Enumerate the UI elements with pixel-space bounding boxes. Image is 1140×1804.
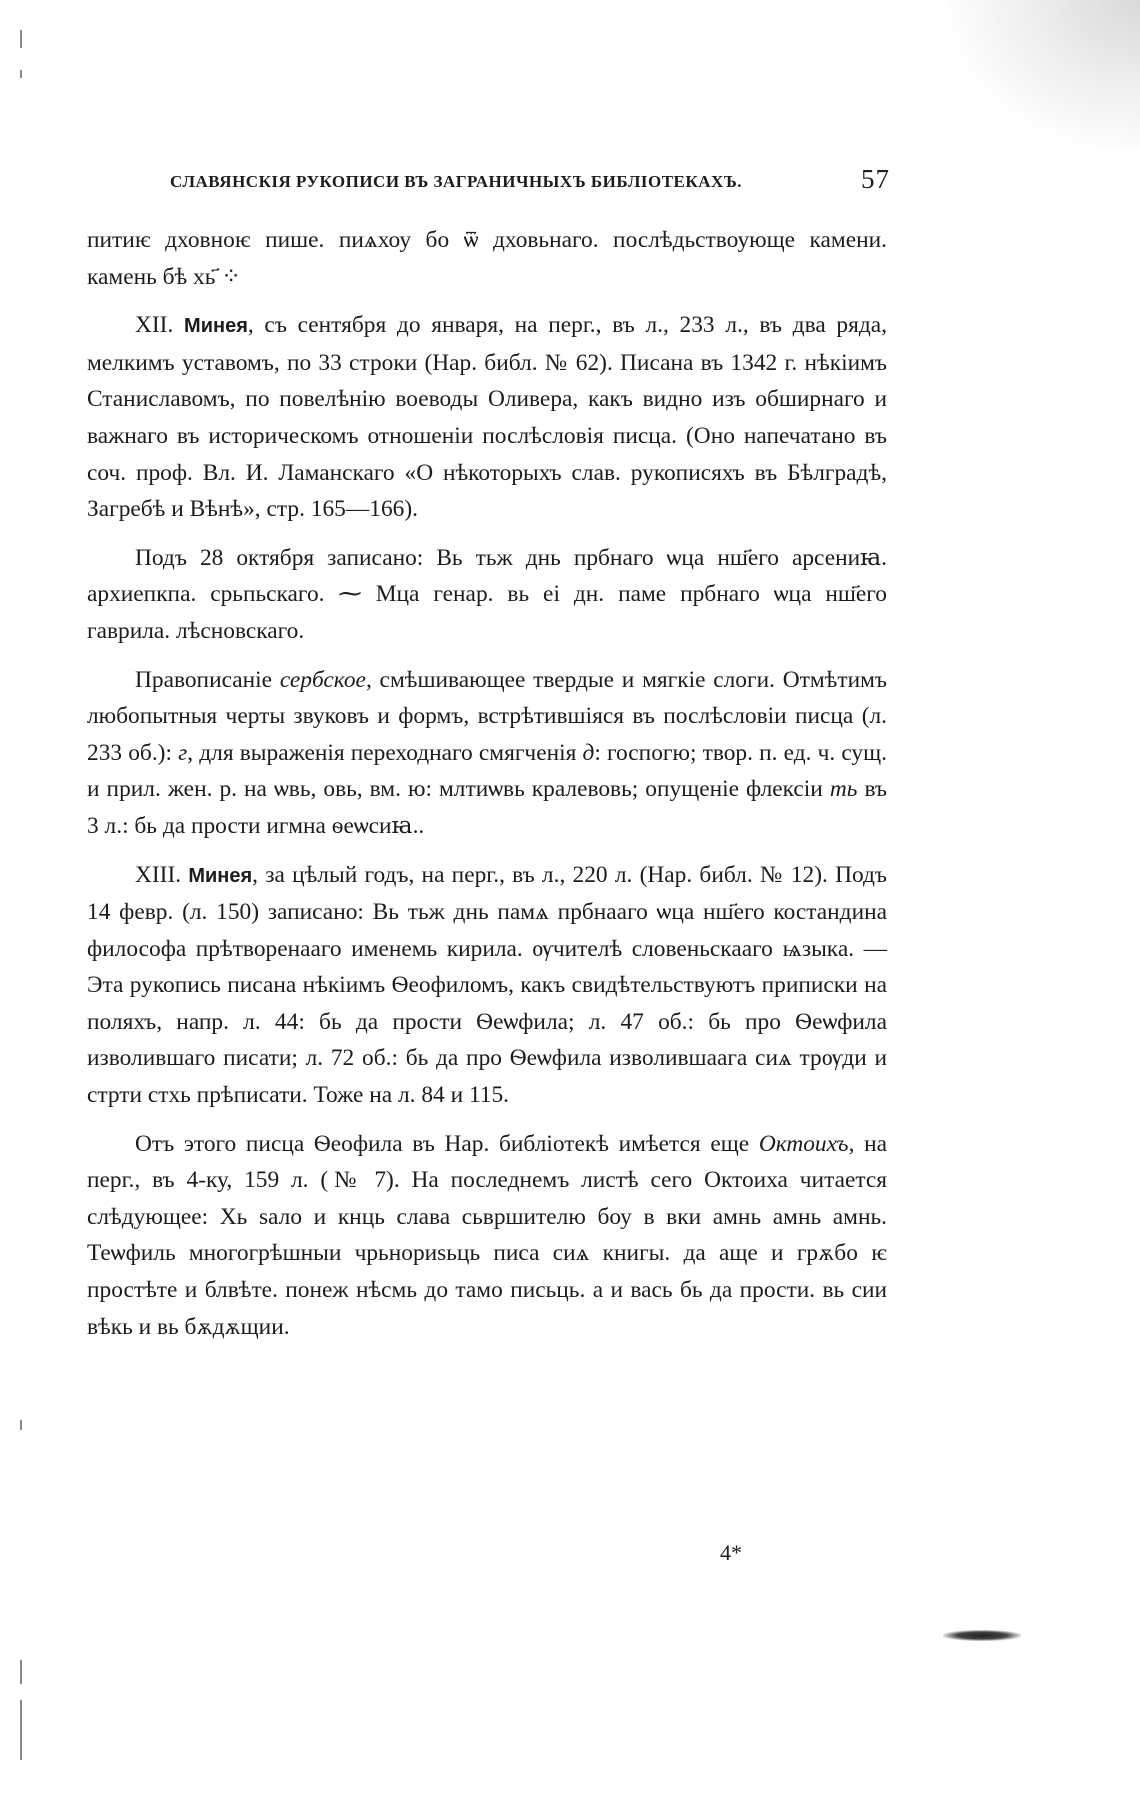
signature-mark: 4*: [720, 1540, 742, 1565]
paragraph-6-emphasis-octoechos: Октоихъ: [758, 1130, 849, 1157]
entry-number: XIII.: [135, 861, 182, 888]
paragraph-4-part-a: Правописанiе: [135, 666, 280, 693]
ink-smudge: [943, 1630, 1021, 1641]
paragraph-5: [87, 857, 887, 1114]
paragraph-3: [87, 540, 887, 650]
paragraph-4-emphasis-serbian: сербское: [279, 666, 366, 693]
page-edge-marks: [20, 0, 24, 1804]
entry-term: Минея: [188, 864, 253, 887]
paragraph-6-part-a: Отъ этого писца Ѳеофила въ Нар. библiотекѣ имѣется еще: [135, 1130, 759, 1157]
paragraph-4-part-c: , смѣшивающее твердые и мягкiе слоги. Отмѣтимъ любопытныя черты звуковъ и формъ, встрѣтившiяся въ послѣсловiи писца (л. 233 об.):: [87, 666, 887, 766]
paragraph-4-part-e: , для выраженiя переходнаго смягченiя: [187, 739, 583, 766]
paragraph-6: [87, 1126, 887, 1346]
paragraph-6-part-c: , на перг., въ 4-ку, 159 л. (№ 7). На последнемъ листѣ сего Октоиха читается слѣдующее: Хь ѕало и кнць слава сьвршителю боу в вки амнь амнь амнь. Теѡфиль многогрѣшныи чрьнориѕьць писа сиѧ книгы. да аще и грѫбо ѥ простѣте и блвѣте. понеж нѣсмь до тамо письць. а и вась бь да прости. вь сии вѣкь и вь бѫдѫщии.: [87, 1130, 887, 1340]
running-title: СЛАВЯНСКIЯ РУКОПИСИ ВЪ ЗАГРАНИЧНЫХЪ БИБЛIОТЕКАХЪ.: [170, 172, 743, 191]
paragraph-4: [87, 662, 887, 845]
scan-shading: [950, 0, 1140, 150]
page-number: 57: [861, 164, 890, 194]
paragraph-4-part-g: : госпогю; твор. п. ед. ч. сущ. и прил. жен. р. на ѡвь, овь, вм. ю: млтиѡвь кралевовь; опущенiе флексiи: [87, 739, 887, 803]
paragraph-4-part-i: въ 3 л.: бь да прости игмна ѳеѡсиꙗ..: [87, 776, 887, 839]
paragraph-1-text: питиѥ дховноѥ пише. пиѧхоу бо ѿ дховьнаго. послѣдьствоующе камени. камень бѣ хь҃ ⁘: [87, 227, 887, 290]
paragraph-2: [87, 307, 887, 528]
paragraph-4-emphasis-d: д: [582, 739, 595, 766]
paragraph-4-emphasis-t: ть: [829, 776, 858, 803]
paragraph-4-emphasis-g: г: [178, 739, 188, 766]
paragraph-1: [87, 222, 887, 295]
body-text: [87, 222, 887, 1357]
paragraph-3-text: Подъ 28 октября записано: Вь тьж днь прбнаго ѡца нш҃его арсениꙗ. архиепкпа. срьпьскаго. ⁓ Мца генар. вь еі дн. паме прбнаго ѡца нш҃его гаврила. лѣсновскаго.: [87, 544, 887, 644]
entry-term: Минея: [184, 315, 248, 338]
page-header: [170, 164, 890, 204]
paragraph-5-text: , за цѣлый годъ, на перг., въ л., 220 л. (Нар. библ. № 12). Подъ 14 февр. (л. 150) записано: Вь тьж днь памѧ прбнааго ѡца нш҃его костандина философа прѣтворенааго именемь кирила. ѹчителѣ словеньскааго ѩзыка. — Эта рукопись писана нѣкiимъ Ѳеофиломъ, какъ свидѣтельствуютъ приписки на поляхъ, напр. л. 44: бь да прости Ѳеѡфила; л. 47 об.: бь про Ѳеѡфила изволившаго писати; л. 72 об.: бь да про Ѳеѡфила изволившаага сиѧ трѹди и стрти стхь прѣписати. Тоже на л. 84 и 115.: [87, 861, 887, 1109]
entry-number: XII.: [135, 312, 174, 339]
paragraph-2-text: , съ сентября до января, на перг., въ л., 233 л., въ два ряда, мелкимъ уставомъ, по 33 строки (Нар. библ. № 62). Писана въ 1342 г. нѣкiимъ Станиславомъ, по повелѣнiю воеводы Оливера, какъ видно изъ обширнаго и важнаго въ историческомъ отношенiи послѣсловiя писца. (Оно напечатано въ соч. проф. Вл. И. Ламанскаго «О нѣкоторыхъ слав. рукописяхъ въ Бѣлградѣ, Загребѣ и Вѣнѣ», стр. 165—166).: [87, 312, 887, 523]
